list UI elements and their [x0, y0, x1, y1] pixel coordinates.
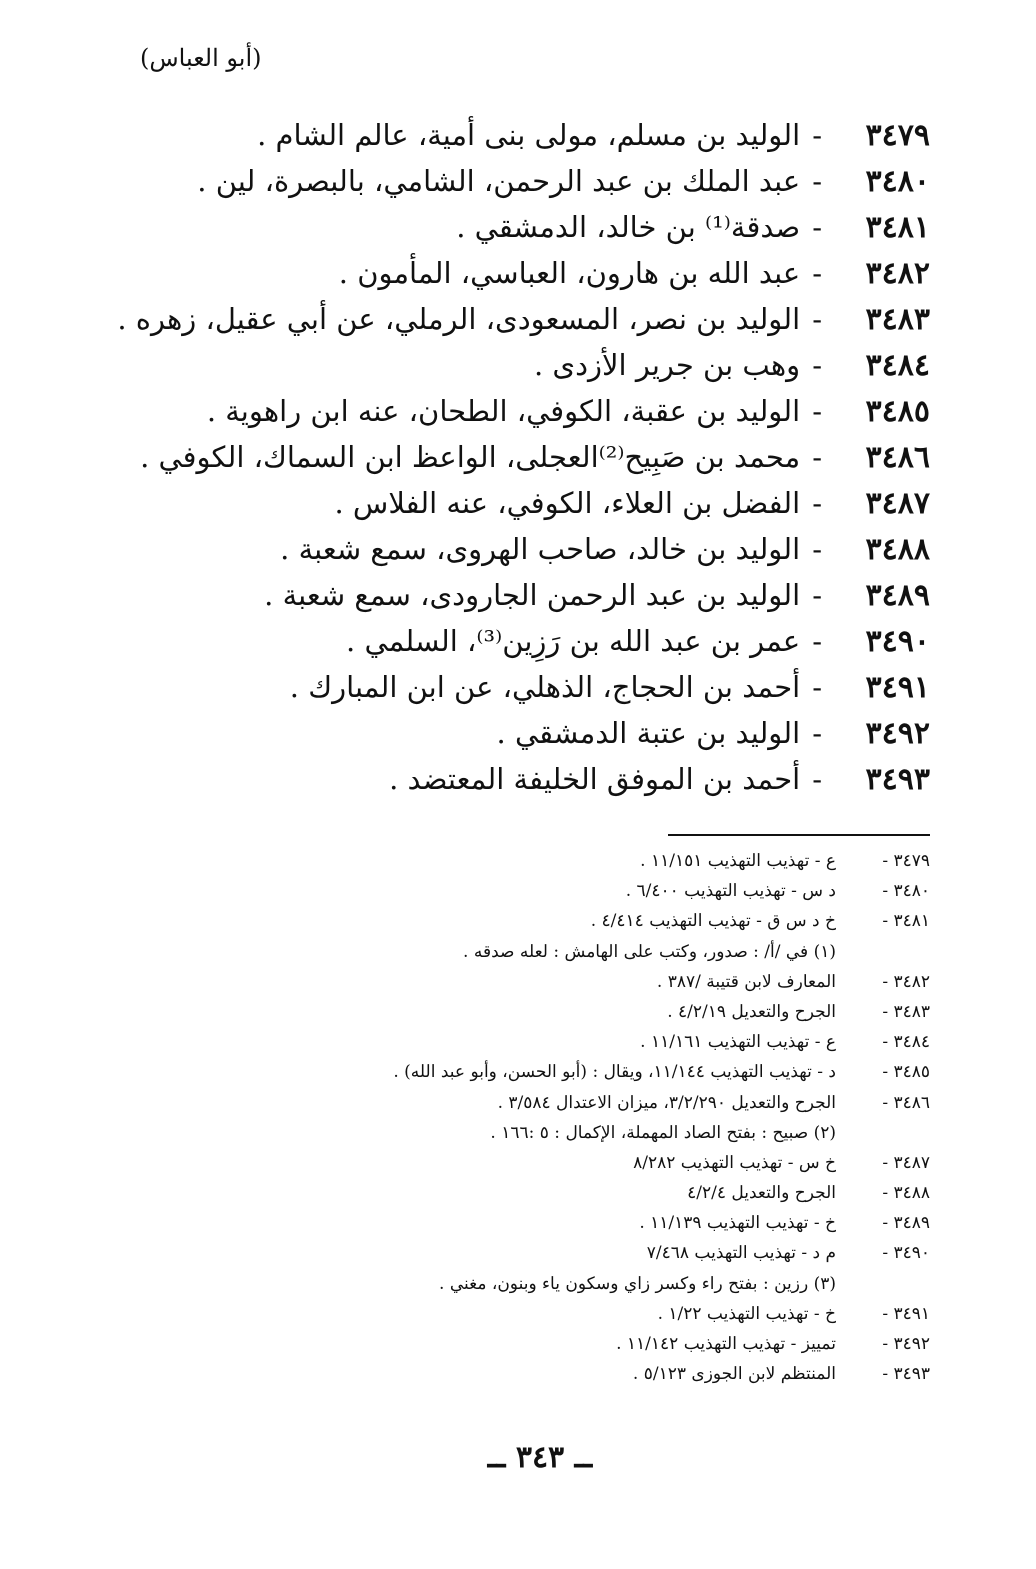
entry: [170, 664, 930, 710]
entry-text: الوليد بن مسلم، مولى بنى أمية، عالم الشام .: [257, 118, 801, 152]
entry-dash: -: [812, 762, 822, 796]
entry: [170, 204, 930, 250]
footnote-text: د س - تهذيب التهذيب ٦/٤٠٠ .: [625, 881, 836, 902]
entry-text: أحمد بن الحجاج، الذهلي، عن ابن المبارك .: [289, 670, 801, 704]
entry: [170, 572, 930, 618]
footnote-number: ٣٤٨٤ -: [882, 1032, 930, 1053]
footnote-text: خ - تهذيب التهذيب ١/٢٢ .: [657, 1303, 836, 1324]
footnote-number: ٣٤٨٠ -: [882, 881, 930, 902]
footnote-divider: [668, 834, 930, 836]
footnote-number: ٣٤٨٣ -: [882, 1001, 930, 1022]
footnote: [170, 846, 930, 876]
footnote: [170, 876, 930, 906]
entry: [170, 526, 930, 572]
footnote-number: ٣٤٨١ -: [882, 911, 930, 932]
footnote: [170, 1088, 930, 1118]
footnote-number: ٣٤٧٩ -: [882, 851, 930, 871]
footnote-text: الجرح والتعديل ٤/٢/٤: [687, 1183, 836, 1204]
entry-dash: -: [812, 624, 822, 658]
footnote: [170, 937, 930, 967]
footnote-text: المعارف لابن قتيبة /٣٨٧ .: [656, 971, 836, 992]
footnote-number: ٣٤٨٦ -: [882, 1092, 930, 1113]
entry-number: ٣٤٨٣: [865, 302, 930, 337]
entry-dash: -: [812, 256, 822, 290]
entry: [170, 480, 930, 526]
footnote-number: ٣٤٩١ -: [882, 1303, 930, 1324]
footnote-text: الجرح والتعديل ٣/٢/٢٩٠، ميزان الاعتدال ٣/٥٨٤ .: [497, 1092, 836, 1113]
entry-text: الوليد بن خالد، صاحب الهروى، سمع شعبة .: [280, 532, 801, 566]
entry: [170, 710, 930, 756]
entry-text: عبد الملك بن عبد الرحمن، الشامي، بالبصرة، لين .: [197, 164, 801, 198]
entry-text: الفضل بن العلاء، الكوفي، عنه الفلاس .: [334, 486, 801, 520]
entry-number: ٣٤٨٧: [865, 486, 930, 521]
entry-dash: -: [812, 440, 822, 474]
footnote: [170, 1057, 930, 1087]
entry-number: ٣٤٨٥: [865, 394, 930, 429]
footnote: [170, 1238, 930, 1268]
entry-dash: -: [812, 578, 822, 612]
entry: [117, 296, 930, 342]
entry: [170, 388, 930, 434]
entry-text: عمر بن عبد الله بن رَزِين⁽³⁾، السلمي .: [346, 624, 801, 658]
entry-text: وهب بن جرير الأزدى .: [533, 348, 801, 382]
entry: [170, 342, 930, 388]
footnote-number: ٣٤٨٥ -: [882, 1062, 930, 1083]
footnote: [170, 997, 930, 1027]
footnote-number: ٣٤٨٨ -: [882, 1183, 930, 1204]
footnote-text: ع - تهذيب التهذيب ١١/١٦١ .: [640, 1032, 836, 1053]
entry-dash: -: [812, 486, 822, 520]
footnote: [170, 967, 930, 997]
running-header: (أبو العباس): [140, 44, 262, 72]
entry-number: ٣٤٩٣: [865, 762, 930, 797]
entry-text: الوليد بن نصر، المسعودى، الرملي، عن أبي عقيل، زهره .: [117, 302, 801, 336]
entry: [170, 618, 930, 664]
entry-text: الوليد بن عبد الرحمن الجارودى، سمع شعبة .: [264, 578, 801, 612]
footnote-number: ٣٤٨٩ -: [882, 1213, 930, 1234]
entry: [170, 112, 930, 158]
entry-number: ٣٤٨٨: [865, 532, 930, 567]
entry-number: ٣٤٨٢: [865, 256, 930, 291]
footnote-number: ٣٤٩٣ -: [882, 1364, 930, 1385]
entry-dash: -: [812, 532, 822, 566]
footnote-text: (١) في /أ/ : صدور، وكتب على الهامش : لعله صدقه .: [463, 941, 836, 962]
entry-number: ٣٤٩٢: [865, 716, 930, 751]
entry: [170, 756, 930, 802]
entry-text: الوليد بن عتبة الدمشقي .: [496, 716, 801, 750]
entry-dash: -: [812, 302, 822, 336]
entries-list: [117, 112, 930, 802]
footnote-text: خ د س ق - تهذيب التهذيب ٤/٤١٤ .: [590, 911, 836, 932]
entry-dash: -: [812, 164, 822, 198]
footnote-number: ٣٤٨٧ -: [882, 1152, 930, 1173]
footnotes-list: [170, 846, 930, 1389]
footnote: [170, 1269, 930, 1299]
footnote: [170, 1359, 930, 1389]
entry-dash: -: [812, 670, 822, 704]
entry-dash: -: [812, 118, 822, 152]
entry-text: محمد بن صَبِيح⁽²⁾العجلى، الواعظ ابن السماك، الكوفي .: [140, 440, 801, 474]
footnote-number: ٣٤٩٠ -: [882, 1243, 930, 1264]
entry-number: ٣٤٨٩: [865, 578, 930, 613]
footnote-text: د - تهذيب التهذيب ١١/١٤٤، ويقال : (أبو الحسن، وأبو عبد الله) .: [393, 1062, 836, 1083]
footnote-text: خ س - تهذيب التهذيب ٨/٢٨٢: [633, 1152, 836, 1173]
entry: [170, 158, 930, 204]
entry-text: أحمد بن الموفق الخليفة المعتضد .: [389, 762, 801, 796]
footnote: [170, 1178, 930, 1208]
footnote: [170, 1299, 930, 1329]
footnote-text: تمييز - تهذيب التهذيب ١١/١٤٢ .: [616, 1334, 836, 1354]
footnote-text: ع - تهذيب التهذيب ١١/١٥١ .: [640, 851, 836, 871]
entry: [170, 250, 930, 296]
entry-number: ٣٤٨٤: [865, 348, 930, 383]
entry-number: ٣٤٩٠: [865, 624, 930, 659]
entry-number: ٣٤٨٦: [865, 440, 930, 475]
footnote-text: المنتظم لابن الجوزى ٥/١٢٣ .: [632, 1364, 836, 1385]
entry-dash: -: [812, 210, 822, 244]
footnote-text: الجرح والتعديل ٤/٢/١٩ .: [667, 1001, 836, 1022]
entry-text: الوليد بن عقبة، الكوفي، الطحان، عنه ابن راهوية .: [206, 394, 801, 428]
entry-text: عبد الله بن هارون، العباسي، المأمون .: [338, 256, 801, 290]
entry-dash: -: [812, 348, 822, 382]
footnote: [170, 906, 930, 936]
footnote: [170, 1118, 930, 1148]
entry-number: ٣٤٨٠: [865, 164, 930, 199]
entry: [140, 434, 930, 480]
footnote: [170, 1208, 930, 1238]
entry-number: ٣٤٧٩: [865, 118, 930, 153]
footnote: [170, 1027, 930, 1057]
footnote-number: ٣٤٩٢ -: [882, 1334, 930, 1354]
entry-dash: -: [812, 716, 822, 750]
entry-number: ٣٤٨١: [865, 210, 930, 245]
footnote-text: (٣) رزين : بفتح راء وكسر زاي وسكون ياء وبنون، مغني .: [439, 1273, 836, 1294]
footnote-text: (٢) صبيح : بفتح الصاد المهملة، الإكمال : ٥ :١٦٦ .: [490, 1122, 836, 1143]
entry-number: ٣٤٩١: [865, 670, 930, 705]
footnote: [170, 1329, 930, 1359]
footnote-number: ٣٤٨٢ -: [882, 971, 930, 992]
entry-dash: -: [812, 394, 822, 428]
footnote-text: م د - تهذيب التهذيب ٧/٤٦٨: [646, 1243, 836, 1264]
footnote-text: خ - تهذيب التهذيب ١١/١٣٩ .: [639, 1213, 836, 1234]
footnote: [170, 1148, 930, 1178]
page-number: ــ ٣٤٣ ــ: [487, 1440, 593, 1475]
entry-text: صدقة⁽¹⁾ بن خالد، الدمشقي .: [456, 210, 801, 244]
